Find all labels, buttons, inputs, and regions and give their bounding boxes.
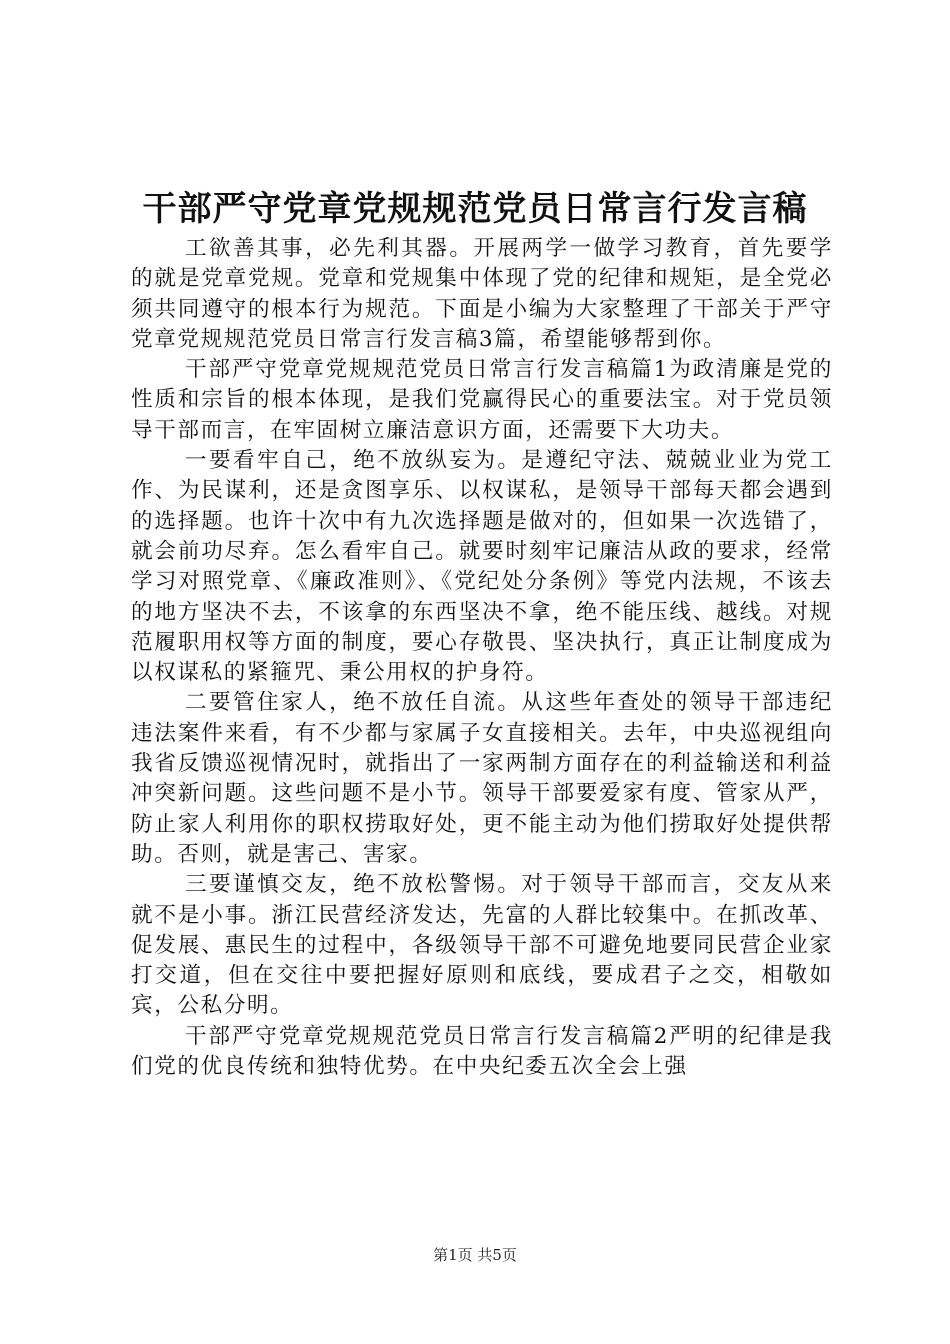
paragraph-article-2-intro: 干部严守党章党规规范党员日常言行发言稿篇2严明的纪律是我们党的优良传统和独特优势。在中央纪委五次全会上强 bbox=[131, 1023, 833, 1080]
page-footer: 第1页 共5页 bbox=[433, 1246, 517, 1264]
paragraph-point-1: 一要看牢自己，绝不放纵妄为。是遵纪守法、兢兢业业为党工作、为民谋利，还是贪图享乐、以权谋私，是领导干部每天都会遇到的选择题。也许十次中有九次选择题是做对的，但如果一次选错了，就会前功尽弃。怎么看牢自己。就要时刻牢记廉洁从政的要求，经常学习对照党章、《廉政准则》、《党纪处分条例》等党内法规，不该去的地方坚决不去，不该拿的东西坚决不拿，绝不能压线、越线。对规范履职用权等方面的制度，要心存敬畏、坚决执行，真正让制度成为以权谋私的紧箍咒、秉公用权的护身符。 bbox=[131, 448, 833, 686]
paragraph-point-2: 二要管住家人，绝不放任自流。从这些年查处的领导干部违纪违法案件来看，有不少都与家属子女直接相关。去年，中央巡视组向我省反馈巡视情况时，就指出了一家两制方面存在的利益输送和利益冲突新问题。这些问题不是小节。领导干部要爱家有度、管家从严，防止家人利用你的职权捞取好处，更不能主动为他们捞取好处提供帮助。否则，就是害己、害家。 bbox=[131, 690, 833, 867]
document-body bbox=[131, 234, 833, 1082]
paragraph-intro: 工欲善其事，必先利其器。开展两学一做学习教育，首先要学的就是党章党规。党章和党规集中体现了党的纪律和规矩，是全党必须共同遵守的根本行为规范。下面是小编为大家整理了干部关于严守党章党规规范党员日常言行发言稿3篇，希望能够帮到你。 bbox=[131, 236, 833, 352]
paragraph-article-1-intro: 干部严守党章党规规范党员日常言行发言稿篇1为政清廉是党的性质和宗旨的根本体现，是我们党赢得民心的重要法宝。对于党员领导干部而言，在牢固树立廉洁意识方面，还需要下大功夫。 bbox=[131, 357, 833, 443]
document-title: 干部严守党章党规规范党员日常言行发言稿 bbox=[142, 189, 808, 229]
paragraph-point-3: 三要谨慎交友，绝不放松警惕。对于领导干部而言，交友从来就不是小事。浙江民营经济发达，先富的人群比较集中。在抓改革、促发展、惠民生的过程中，各级领导干部不可避免地要同民营企业家打交道，但在交往中要把握好原则和底线，要成君子之交，相敬如宾，公私分明。 bbox=[131, 872, 833, 1019]
